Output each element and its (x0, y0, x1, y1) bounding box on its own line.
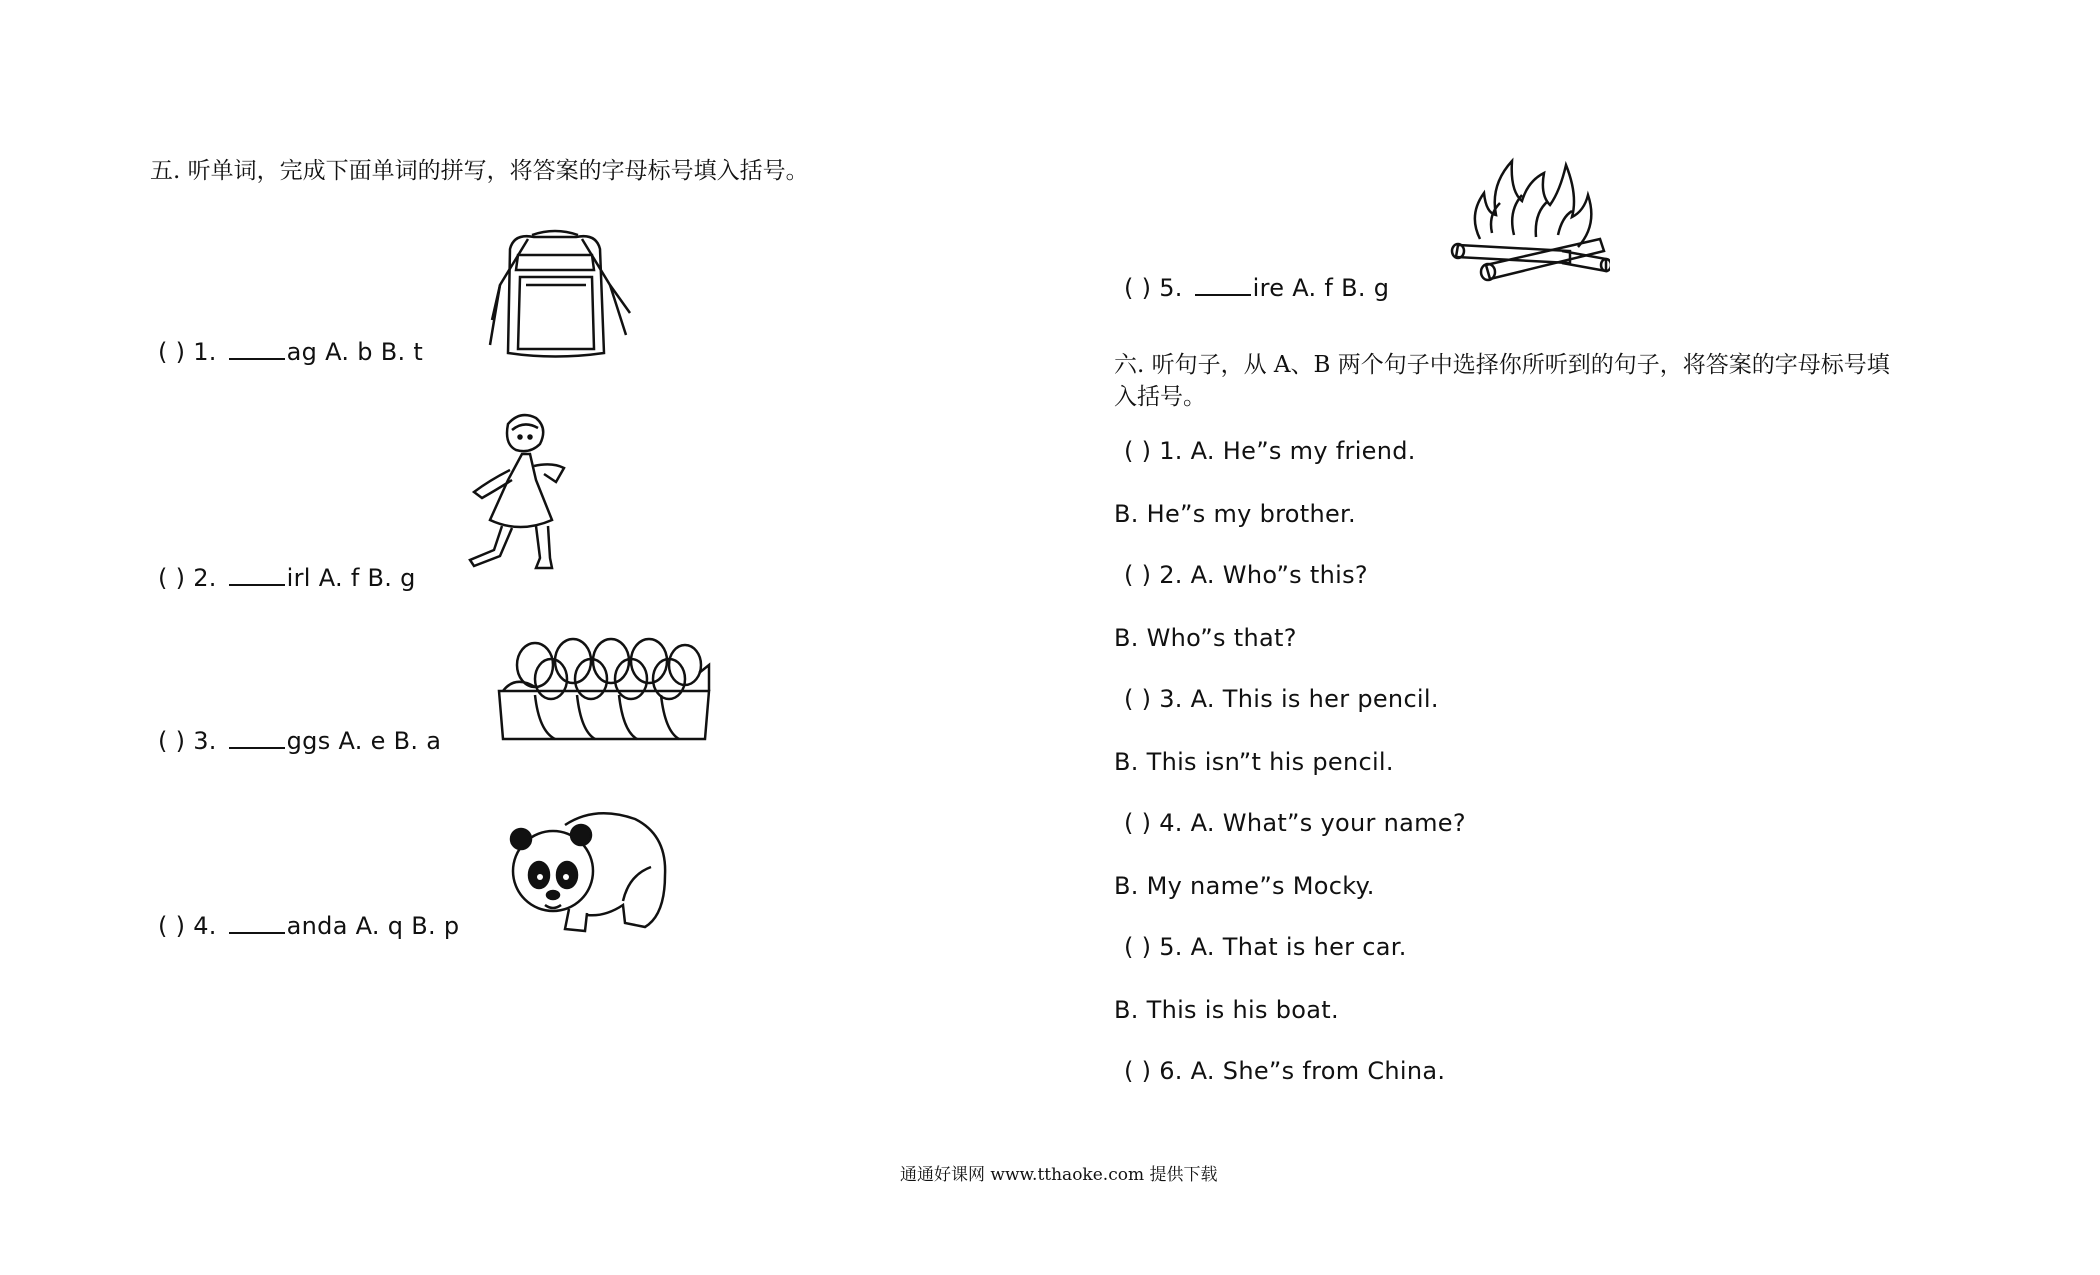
word-suffix: ag (286, 338, 318, 366)
answer-paren[interactable]: ( ) (158, 564, 186, 592)
section5-item-1 (158, 338, 423, 366)
section6-item-5-b: B. This is his boat. (1114, 996, 1339, 1024)
item-number: 1. (193, 338, 217, 366)
choice-options: A. b B. t (325, 338, 424, 366)
section6-heading-line2: 入括号。 (1114, 384, 1206, 410)
word-suffix: anda (286, 912, 348, 940)
blank-line (229, 584, 285, 586)
section5-heading: 五. 听单词，完成下面单词的拼写，将答案的字母标号填入括号。 (150, 158, 809, 184)
blank-line (229, 747, 285, 749)
option-a-text: 5. A. That is her car. (1159, 933, 1407, 961)
answer-paren[interactable]: ( ) (1124, 933, 1152, 961)
option-a-text: 6. A. She”s from China. (1159, 1057, 1446, 1085)
word-suffix: ggs (286, 727, 331, 755)
campfire-icon (1450, 155, 1610, 290)
answer-paren[interactable]: ( ) (1124, 1057, 1152, 1085)
option-a-text: 1. A. He”s my friend. (1159, 437, 1416, 465)
section6-item-3-b: B. This isn”t his pencil. (1114, 748, 1394, 776)
item-number: 3. (193, 727, 217, 755)
blank-line (1195, 294, 1251, 296)
answer-paren[interactable]: ( ) (1124, 685, 1152, 713)
section6-item-2-a (1124, 561, 1368, 589)
egg-carton-icon (495, 635, 720, 745)
option-a-text: 3. A. This is her pencil. (1159, 685, 1439, 713)
answer-paren[interactable]: ( ) (1124, 437, 1152, 465)
option-a-text: 2. A. Who”s this? (1159, 561, 1368, 589)
blank-line (229, 932, 285, 934)
section6-item-3-a (1124, 685, 1439, 713)
section5-item-4 (158, 912, 459, 940)
choice-options: A. f B. g (318, 564, 416, 592)
section6-heading-line1: 六. 听句子，从 A、B 两个句子中选择你所听到的句子，将答案的字母标号填 (1114, 352, 1890, 378)
section6-item-1-a (1124, 437, 1416, 465)
section5-item-3 (158, 727, 441, 755)
item-number: 4. (193, 912, 217, 940)
footer-credit: 通通好课网 www.tthaoke.com 提供下载 (900, 1165, 1218, 1185)
item-number: 5. (1159, 274, 1183, 302)
answer-paren[interactable]: ( ) (1124, 809, 1152, 837)
section6-item-6-a (1124, 1057, 1445, 1085)
section5-item-2 (158, 564, 416, 592)
section6-item-4-a (1124, 809, 1466, 837)
answer-paren[interactable]: ( ) (158, 338, 186, 366)
word-suffix: ire (1252, 274, 1285, 302)
girl-icon (460, 410, 610, 580)
section6-item-1-b: B. He”s my brother. (1114, 500, 1356, 528)
section6-item-2-b: B. Who”s that? (1114, 624, 1297, 652)
section5-item-5 (1124, 274, 1389, 302)
choice-options: A. f B. g (1292, 274, 1390, 302)
choice-options: A. q B. p (355, 912, 460, 940)
item-number: 2. (193, 564, 217, 592)
backpack-icon (470, 225, 640, 360)
choice-options: A. e B. a (338, 727, 442, 755)
answer-paren[interactable]: ( ) (1124, 561, 1152, 589)
option-a-text: 4. A. What”s your name? (1159, 809, 1466, 837)
panda-icon (505, 805, 675, 940)
answer-paren[interactable]: ( ) (158, 912, 186, 940)
answer-paren[interactable]: ( ) (1124, 274, 1152, 302)
blank-line (229, 358, 285, 360)
section6-item-4-b: B. My name”s Mocky. (1114, 872, 1375, 900)
answer-paren[interactable]: ( ) (158, 727, 186, 755)
section6-item-5-a (1124, 933, 1407, 961)
word-suffix: irl (286, 564, 311, 592)
